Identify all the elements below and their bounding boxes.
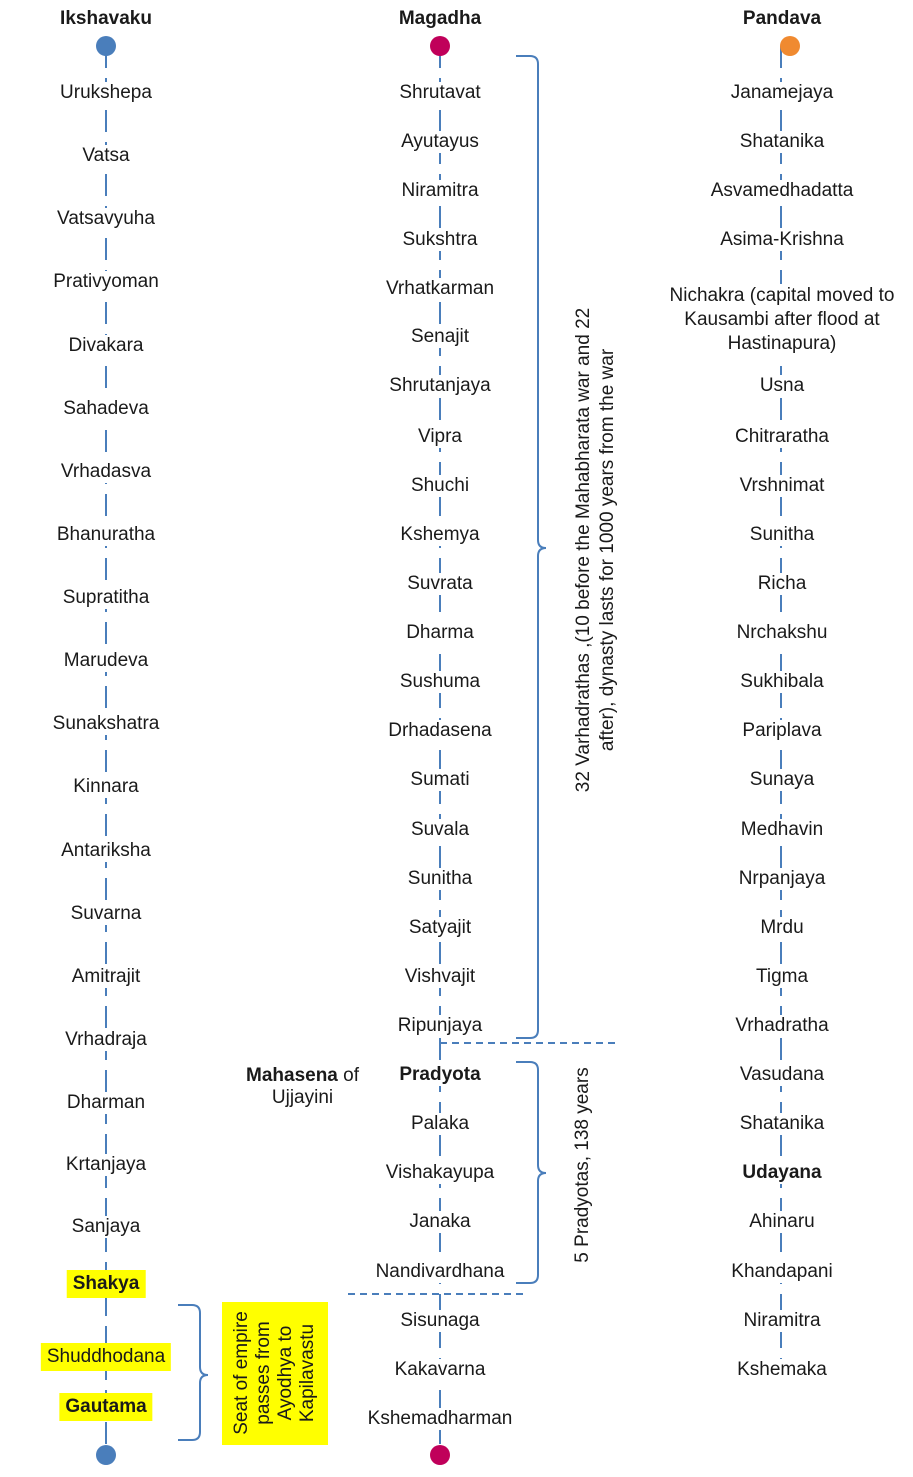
pandava-king: Pariplava (738, 720, 825, 742)
ikshavaku-king: Vatsavyuha (53, 208, 159, 230)
pandava-king: Sunitha (746, 524, 818, 546)
ikshavaku-king: Kinnara (69, 776, 143, 798)
pandava-king: Asvamedhadatta (707, 180, 858, 202)
magadha-king: Niramitra (397, 180, 482, 202)
seat-brace (178, 1305, 208, 1440)
magadha-king: Vipra (414, 426, 466, 448)
ikshavaku-king: Supratitha (59, 587, 154, 609)
ikshavaku-king: Antariksha (57, 840, 155, 862)
ikshavaku-king: Urukshepa (56, 82, 156, 104)
magadha-king: Nandivardhana (372, 1261, 509, 1283)
pandava-king: Mrdu (756, 917, 807, 939)
pandava-king-bold: Udayana (738, 1162, 825, 1184)
magadha-king: Suvala (407, 819, 473, 841)
pandava-king: Shatanika (736, 1113, 829, 1135)
magadha-king: Janaka (405, 1211, 474, 1233)
ikshavaku-king: Suvarna (67, 903, 146, 925)
magadha-king: Sunitha (404, 868, 476, 890)
ikshavaku-king: Amitrajit (68, 966, 145, 988)
ikshavaku-king: Prativyoman (49, 271, 163, 293)
pandava-king: Tigma (752, 966, 812, 988)
pandava-king: Medhavin (737, 819, 827, 841)
ikshavaku-header: Ikshavaku (60, 8, 152, 29)
magadha-header: Magadha (398, 8, 482, 29)
ikshavaku-king: Marudeva (60, 650, 153, 672)
magadha-king: Shrutanjaya (385, 375, 494, 397)
magadha-king: Satyajit (405, 917, 475, 939)
ikshavaku-king: Vatsa (78, 145, 133, 167)
magadha-king: Vishvajit (401, 966, 479, 988)
ikshavaku-king-highlighted: Shuddhodana (41, 1343, 171, 1371)
magadha-king: Sisunaga (396, 1310, 483, 1332)
magadha-king: Vishakayupa (382, 1162, 498, 1184)
ikshavaku-king: Sahadeva (59, 398, 153, 420)
magadha-start-dot (430, 36, 450, 56)
mahasena-note (235, 1065, 370, 1109)
pandava-king-note: Nichakra (capital moved to Kausambi after flood at Hastinapura) (663, 284, 901, 356)
ikshavaku-king: Bhanuratha (53, 524, 159, 546)
magadha-king: Shuchi (407, 475, 473, 497)
magadha-king: Shrutavat (395, 82, 484, 104)
ikshavaku-king: Vrhadasva (57, 461, 155, 483)
ikshavaku-king: Krtanjaya (62, 1154, 150, 1176)
magadha-king: Dharma (402, 622, 478, 644)
varhadratha-brace (516, 56, 546, 1038)
pandava-king: Nrpanjaya (735, 868, 830, 890)
magadha-king: Palaka (407, 1113, 473, 1135)
magadha-king: Drhadasena (384, 720, 496, 742)
seat-of-empire-note (222, 1302, 328, 1445)
ikshavaku-end-dot (96, 1445, 116, 1465)
seat-of-empire-text: Seat of empire passes from Ayodhya to Kapilavastu (231, 1311, 318, 1435)
pandava-start-dot (780, 36, 800, 56)
magadha-king: Vrhatkarman (382, 278, 498, 300)
magadha-king: Kshemya (396, 524, 483, 546)
pandava-king: Nrchakshu (733, 622, 832, 644)
pandava-king: Kshemaka (733, 1359, 831, 1381)
pandava-king: Vasudana (736, 1064, 828, 1086)
magadha-end-dot (430, 1445, 450, 1465)
mahasena-name: Mahasena (246, 1065, 338, 1086)
pandava-king: Ahinaru (745, 1211, 819, 1233)
ikshavaku-king-highlighted: Gautama (59, 1393, 152, 1421)
pradyota-annotation: 5 Pradyotas, 138 years (572, 1067, 593, 1263)
magadha-king: Sukshtra (399, 229, 482, 251)
magadha-king: Ripunjaya (394, 1015, 487, 1037)
ikshavaku-king: Dharman (63, 1092, 149, 1114)
pandava-king: Chitraratha (731, 426, 833, 448)
ikshavaku-start-dot (96, 36, 116, 56)
pandava-king: Sukhibala (736, 671, 827, 693)
magadha-king: Senajit (407, 326, 473, 348)
pandava-king: Vrhadratha (731, 1015, 832, 1037)
pandava-king: Shatanika (736, 131, 829, 153)
pandava-king: Vrshnimat (736, 475, 829, 497)
pandava-king: Janamejaya (727, 82, 837, 104)
magadha-king: Sumati (406, 769, 473, 791)
mahasena-place: of Ujjayini (271, 1065, 359, 1108)
magadha-king: Kshemadharman (364, 1408, 517, 1430)
pandava-header: Pandava (742, 8, 822, 29)
magadha-king: Suvrata (403, 573, 476, 595)
ikshavaku-king: Sunakshatra (49, 713, 164, 735)
pandava-king: Khandapani (727, 1261, 836, 1283)
pandava-king: Niramitra (739, 1310, 824, 1332)
pandava-king: Sunaya (746, 769, 818, 791)
ikshavaku-king: Divakara (65, 335, 148, 357)
ikshavaku-king: Sanjaya (68, 1216, 145, 1238)
pandava-king: Richa (754, 573, 811, 595)
magadha-king-bold: Pradyota (395, 1064, 484, 1086)
ikshavaku-king: Vrhadraja (61, 1029, 151, 1051)
pandava-king: Usna (756, 375, 808, 397)
ikshavaku-king-highlighted: Shakya (67, 1270, 146, 1298)
magadha-king: Sushuma (396, 671, 484, 693)
magadha-king: Kakavarna (391, 1359, 490, 1381)
pradyota-brace (516, 1062, 546, 1283)
pandava-king: Asima-Krishna (716, 229, 848, 251)
magadha-king: Ayutayus (397, 131, 483, 153)
varhadratha-annotation: 32 Varhadrathas ,(10 before the Mahabharata war and 22 after), dynasty lasts for 1000 years from the war (573, 307, 618, 793)
